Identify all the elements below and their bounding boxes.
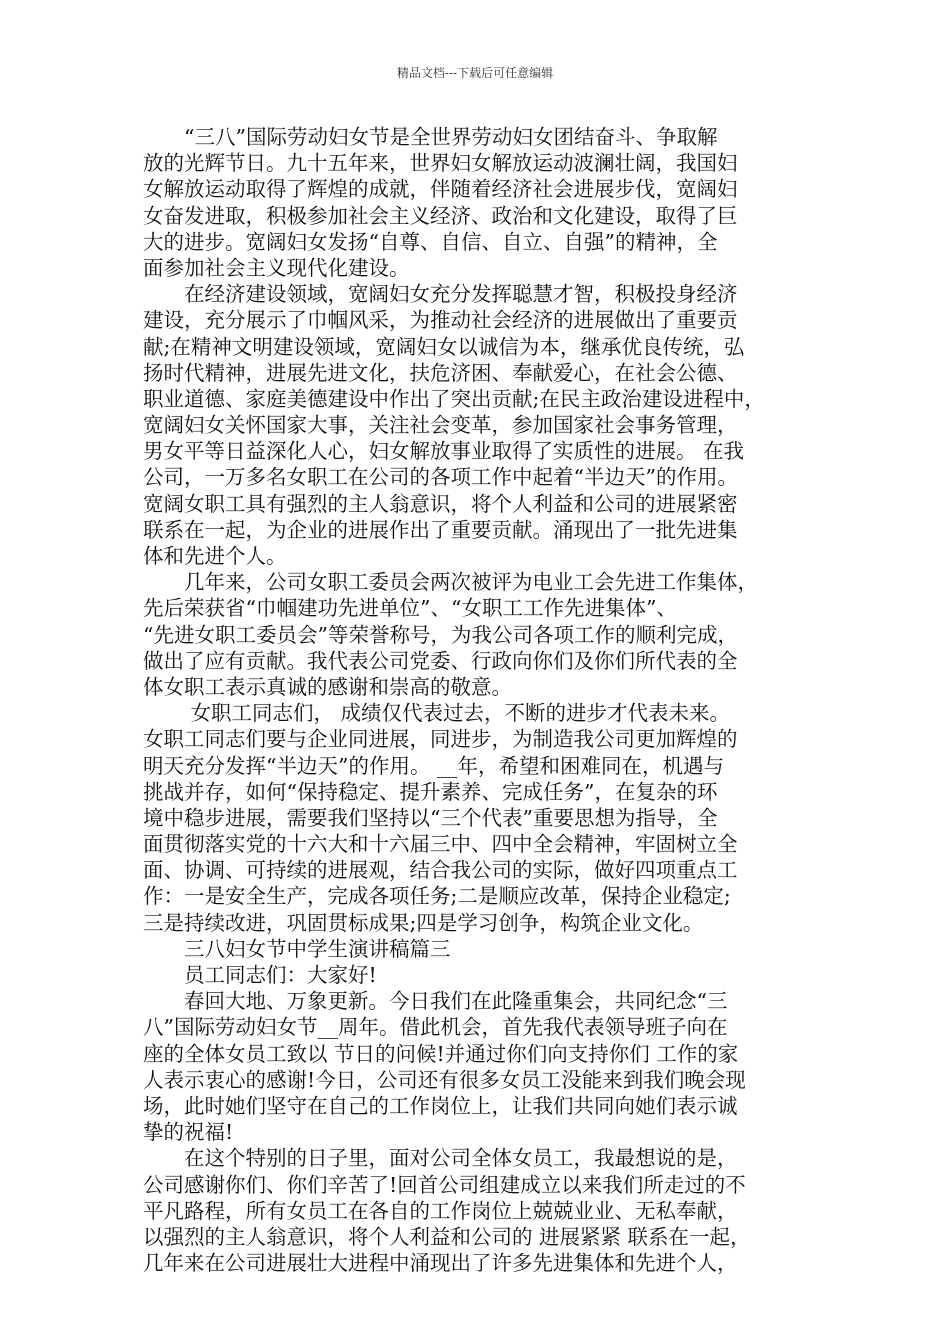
text-line: 职业道德、家庭美德建设中作出了突出贡献;在民主政治建设进程中， (143, 386, 765, 411)
text-line: 女解放运动取得了辉煌的成就，伴随着经济社会进展步伐，宽阔妇 (143, 177, 738, 202)
text-line: 大的进步。宽阔妇女发扬“自尊、自信、自立、自强”的精神，全 (143, 229, 718, 254)
text-line: 人表示衷心的感谢!今日，公司还有很多女员工没能来到我们晚会现 (143, 1067, 746, 1092)
text-line: 先后荣获省“巾帼建功先进单位”、“女职工工作先进集体”、 (143, 596, 677, 621)
text-line: 面贯彻落实党的十六大和十六届三中、四中全会精神，牢固树立全 (143, 832, 738, 857)
text-line: 宽阔女职工具有强烈的主人翁意识，将个人利益和公司的进展紧密 (143, 491, 738, 516)
text-line: 挚的祝福! (143, 1120, 234, 1145)
text-line: 献;在精神文明建设领域，宽阔妇女以诚信为本，继承优良传统，弘 (143, 334, 745, 359)
text-line: “先进女职工委员会”等荣誉称号，为我公司各项工作的顺利完成， (143, 622, 738, 647)
text-line: 公司，一万多名女职工在公司的各项工作中起着“半边天”的作用。 (143, 465, 738, 490)
text-line: 以强烈的主人翁意识，将个人利益和公司的 进展紧紧 联系在一起， (143, 1224, 751, 1249)
text-line: 八”国际劳动妇女节__周年。借此机会，首先我代表领导班子向在 (143, 1015, 728, 1040)
text-line: 在经济建设领域，宽阔妇女充分发挥聪慧才智，积极投身经济 (143, 282, 738, 307)
text-line: 作：一是安全生产，完成各项任务;二是顺应改革，保持企业稳定; (143, 884, 731, 909)
text-line: 女职工同志们要与企业同进展，同进步，为制造我公司更加辉煌的 (143, 727, 738, 752)
text-line: 女奋发进取，积极参加社会主义经济、政治和文化建设，取得了巨 (143, 203, 738, 228)
text-line: 联系在一起，为企业的进展作出了重要贡献。涌现出了一批先进集 (143, 517, 738, 542)
text-line: 面、协调、可持续的进展观，结合我公司的实际，做好四项重点工 (143, 858, 738, 883)
text-line: 扬时代精神，进展先进文化，扶危济困、奉献爱心，在社会公德、 (143, 360, 738, 385)
document-body (143, 124, 833, 1276)
text-line: 平凡路程，所有女员工在各自的工作岗位上兢兢业业、无私奉献， (143, 1198, 738, 1223)
text-line: 几年来在公司进展壮大进程中涌现出了许多先进集体和先进个人， (143, 1251, 738, 1276)
section-heading: 三八妇女节中学生演讲稿篇三 (143, 936, 451, 961)
text-line: 公司感谢你们、你们辛苦了!回首公司组建成立以来我们所走过的不 (143, 1172, 746, 1197)
text-line: 做出了应有贡献。我代表公司党委、行政向你们及你们所代表的全 (143, 648, 738, 673)
page-header: 精品文档---下载后可任意编辑 (396, 66, 554, 80)
text-line: 境中稳步进展，需要我们坚持以“三个代表”重要思想为指导，全 (143, 805, 718, 830)
text-line: 面参加社会主义现代化建设。 (143, 255, 410, 280)
text-line: 几年来，公司女职工委员会两次被评为电业工会先进工作集体， (143, 570, 758, 595)
text-line: 体女职工表示真诚的感谢和崇高的敬意。 (143, 674, 512, 699)
text-line: “三八”国际劳动妇女节是全世界劳动妇女团结奋斗、争取解 (143, 125, 718, 149)
text-line: 在这个特别的日子里，面对公司全体女员工，我最想说的是， (143, 1146, 738, 1171)
salutation: 员工同志们：大家好! (143, 963, 377, 987)
text-line: 男女平等日益深化人心，妇女解放事业取得了实质性的进展。 在我 (143, 439, 745, 464)
text-line: 座的全体女员工致以 节日的问候!并通过你们向支持你们 工作的家 (143, 1041, 739, 1066)
text-line: 放的光辉节日。九十五年来，世界妇女解放运动波澜壮阔，我国妇 (143, 151, 738, 176)
text-line: 女职工同志们， 成绩仅代表过去，不断的进步才代表未来。 (143, 701, 731, 726)
text-line: 建设，充分展示了巾帼风采，为推动社会经济的进展做出了重要贡 (143, 308, 738, 333)
text-line: 宽阔妇女关怀国家大事，关注社会变革，参加国家社会事务管理， (143, 413, 738, 438)
text-line: 春回大地、万象更新。今日我们在此隆重集会，共同纪念“三 (143, 989, 728, 1014)
text-line: 体和先进个人。 (143, 544, 287, 568)
text-line: 三是持续改进，巩固贯标成果;四是学习创争，构筑企业文化。 (143, 910, 704, 935)
text-line: 挑战并存，如何“保持稳定、提升素养、完成任务”，在复杂的环 (143, 779, 718, 804)
text-line: 明天充分发挥“半边天”的作用。 __年，希望和困难同在，机遇与 (143, 753, 724, 778)
text-line: 场，此时她们坚守在自己的工作岗位上，让我们共同向她们表示诚 (143, 1093, 738, 1118)
